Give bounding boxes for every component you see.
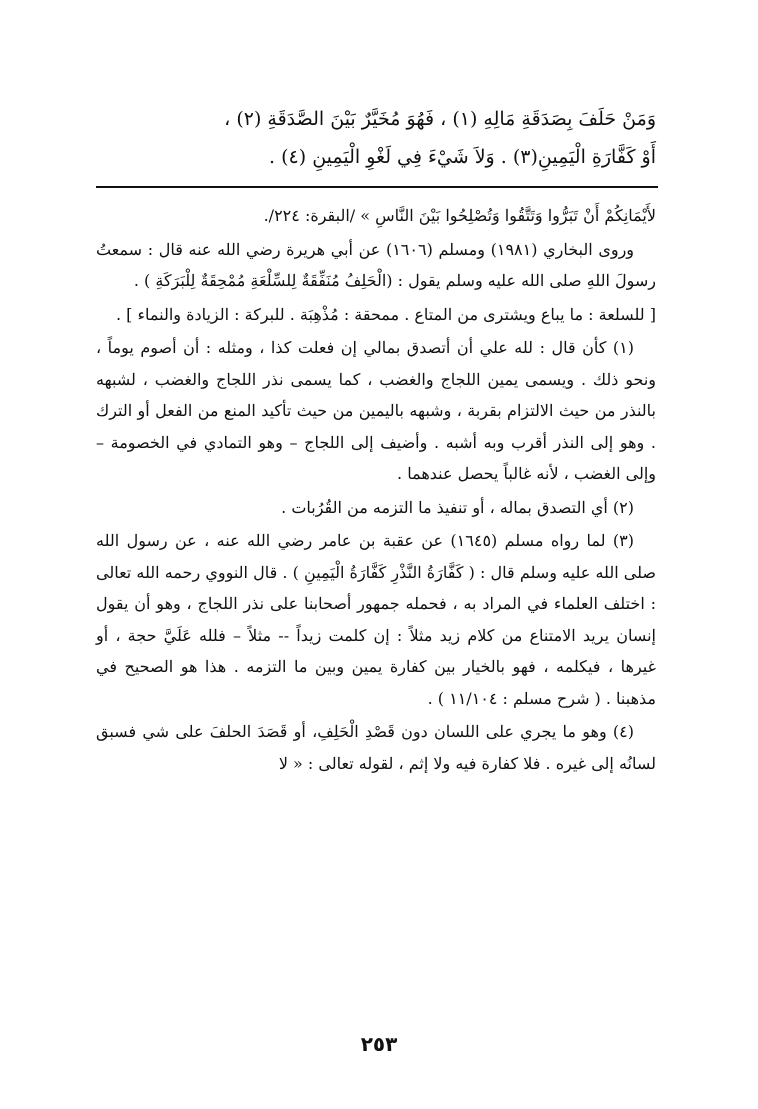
footnote-4: (٤) وهو ما يجري على اللسان دون قَصْدِ الْحَلِفِ، أو قَصَدَ الحلفَ على شي فسبق لسانُه إلى غيره . فلا كفارة فيه ولا إثم ، لقوله تعالى : « لا (96, 722, 656, 773)
footnotes (96, 200, 656, 779)
footnote-2: (٢) أي التصدق بماله ، أو تنفيذ ما التزمه من القُرُبات . (281, 497, 634, 517)
hadith-paragraph: وروى البخاري (١٩٨١) ومسلم (١٦٠٦) عن أبي هريرة رضي الله عنه قال : سمعتُ رسولَ اللهِ صلى الله عليه وسلم يقول : (الْحَلِفُ مُنَفِّقَةٌ لِلسِّلْعَةِ مُمْحِقَةٌ لِلْبَرَكَةِ ) . (96, 239, 656, 290)
main-text-line-1: وَمَنْ حَلَفَ بِصَدَقَةِ مَالِهِ (١) ، فَهُوَ مُخَيَّرٌ بَيْنَ الصَّدَقَةِ (٢) ، (224, 108, 656, 130)
footnote-separator (96, 186, 658, 188)
main-text (96, 100, 656, 176)
footnote-1: (١) كأن قال : لله علي أن أتصدق بمالي إن فعلت كذا ، ومثله : أن أصوم يوماً ، ونحو ذلك . ويسمى يمين اللجاج والغضب ، كما يسمى نذر اللجاج والغضب ، لشبهه بالنذر من حيث الالتزام بقربة ، وشبهه باليمين من حيث تأكيد المنع من الفعل أو الترك . وهو إلى النذر أقرب وبه أشبه . وأضيف إلى اللجاج – وهو التمادي في الخصومة – وإلى الغضب ، لأنه غالباً يحصل عندهما . (96, 338, 656, 483)
gloss-paragraph: [ للسلعة : ما يباع ويشترى من المتاع . ممحقة : مُذْهِبَة . للبركة : الزيادة والنماء ] . (115, 304, 656, 324)
page-number: ٢٥٣ (360, 1032, 398, 1056)
footnote-3: (٣) لما رواه مسلم (١٦٤٥) عن عقبة بن عامر رضي الله عنه ، عن رسول الله صلى الله عليه وسلم قال : ( كَفَّارَةُ النَّذْرِ كَفَّارَةُ الْيَمِينِ ) . قال النووي رحمه الله تعالى : اختلف العلماء في المراد به ، فحمله جمهور أصحابنا على نذر اللجاج ، وهو أن يقول إنسان يريد الامتناع من كلام زيد مثلاً : إن كلمت زيداً -- مثلاً – فلله عَلَيَّ حجة ، أو غيرها ، فيكلمه ، فهو بالخيار بين كفارة يمين وبين ما التزمه . هذا هو الصحيح في مذهبنا . ( شرح مسلم : ١١/١٠٤ ) . (96, 531, 656, 708)
main-text-line-2: أَوْ كَفَّارَةِ الْيَمِينِ(٣) . وَلاَ شَيْءَ فِي لَغْوِ الْيَمِينِ (٤) . (269, 146, 656, 168)
verse-continuation: لأَيْمَانِكُمْ أَنْ تَبَرُّوا وَتَتَّقُوا وَتُصْلِحُوا بَيْنَ النَّاسِ » /البقرة: ٢٢٤/. (263, 206, 656, 225)
